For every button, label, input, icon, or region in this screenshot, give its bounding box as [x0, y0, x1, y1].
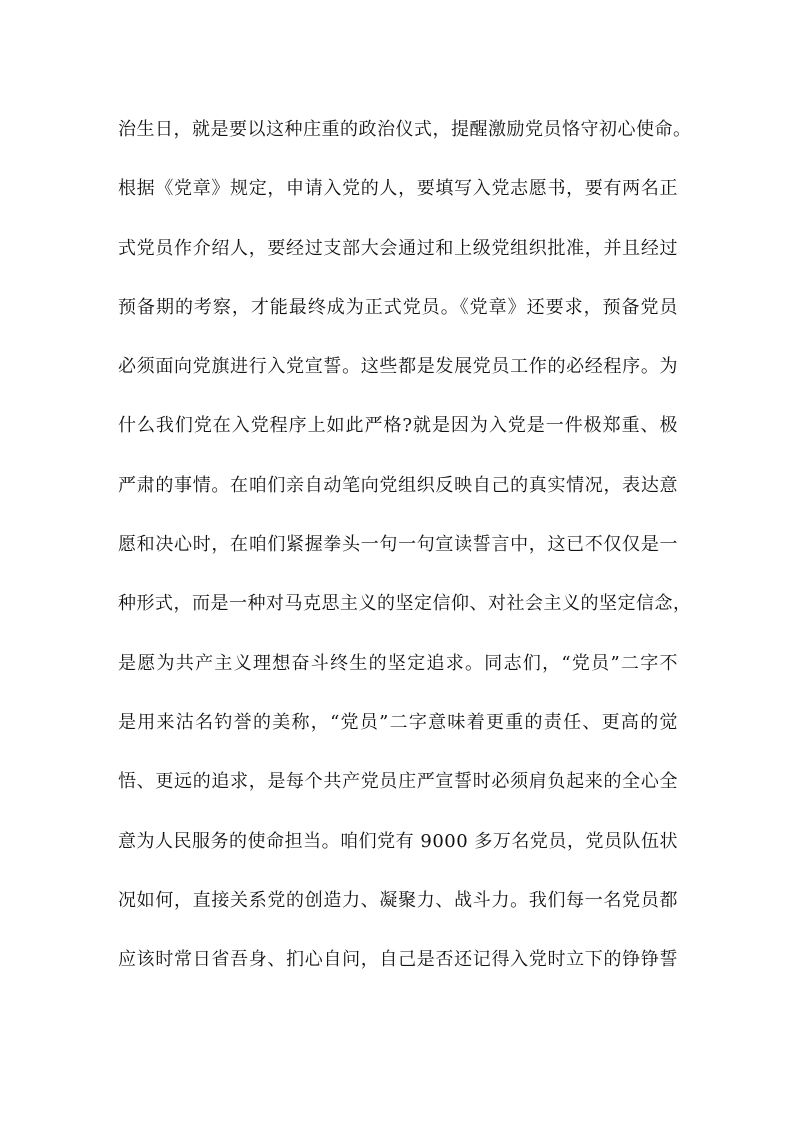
body-text — [118, 100, 692, 989]
text-line: 根据《党章》规定，申请入党的人，要填写入党志愿书，要有两名正 — [118, 178, 678, 200]
text-line: 意为人民服务的使命担当。咱们党有 9000 多万名党员，党员队伍状 — [118, 830, 678, 852]
text-line: 况如何，直接关系党的创造力、凝聚力、战斗力。我们每一名党员都 — [118, 889, 678, 911]
text-line: 应该时常日省吾身、扪心自问，自己是否还记得入党时立下的铮铮誓 — [118, 949, 678, 971]
text-line: 什么我们党在入党程序上如此严格?就是因为入党是一件极郑重、极 — [118, 415, 678, 437]
text-line: 严肃的事情。在咱们亲自动笔向党组织反映自己的真实情况，表达意 — [118, 474, 678, 496]
text-line: 是用来沽名钓誉的美称，“党员”二字意味着更重的责任、更高的觉 — [118, 711, 678, 733]
text-line: 悟、更远的追求，是每个共产党员庄严宣誓时必须肩负起来的全心全 — [118, 771, 678, 793]
text-line: 治生日，就是要以这种庄重的政治仪式，提醒激励党员恪守初心使命。 — [118, 119, 692, 140]
text-line: 愿和决心时，在咱们紧握拳头一句一句宣读誓言中，这已不仅仅是一 — [118, 534, 678, 556]
text-line: 式党员作介绍人，要经过支部大会通过和上级党组织批准，并且经过 — [118, 237, 678, 259]
text-line: 是愿为共产主义理想奋斗终生的坚定追求。同志们，“党员”二字不 — [118, 652, 678, 674]
text-line: 预备期的考察，才能最终成为正式党员。《党章》还要求，预备党员 — [118, 296, 678, 318]
text-line: 种形式，而是一种对马克思主义的坚定信仰、对社会主义的坚定信念， — [118, 593, 692, 615]
text-line: 必须面向党旗进行入党宣誓。这些都是发展党员工作的必经程序。为 — [118, 356, 678, 378]
